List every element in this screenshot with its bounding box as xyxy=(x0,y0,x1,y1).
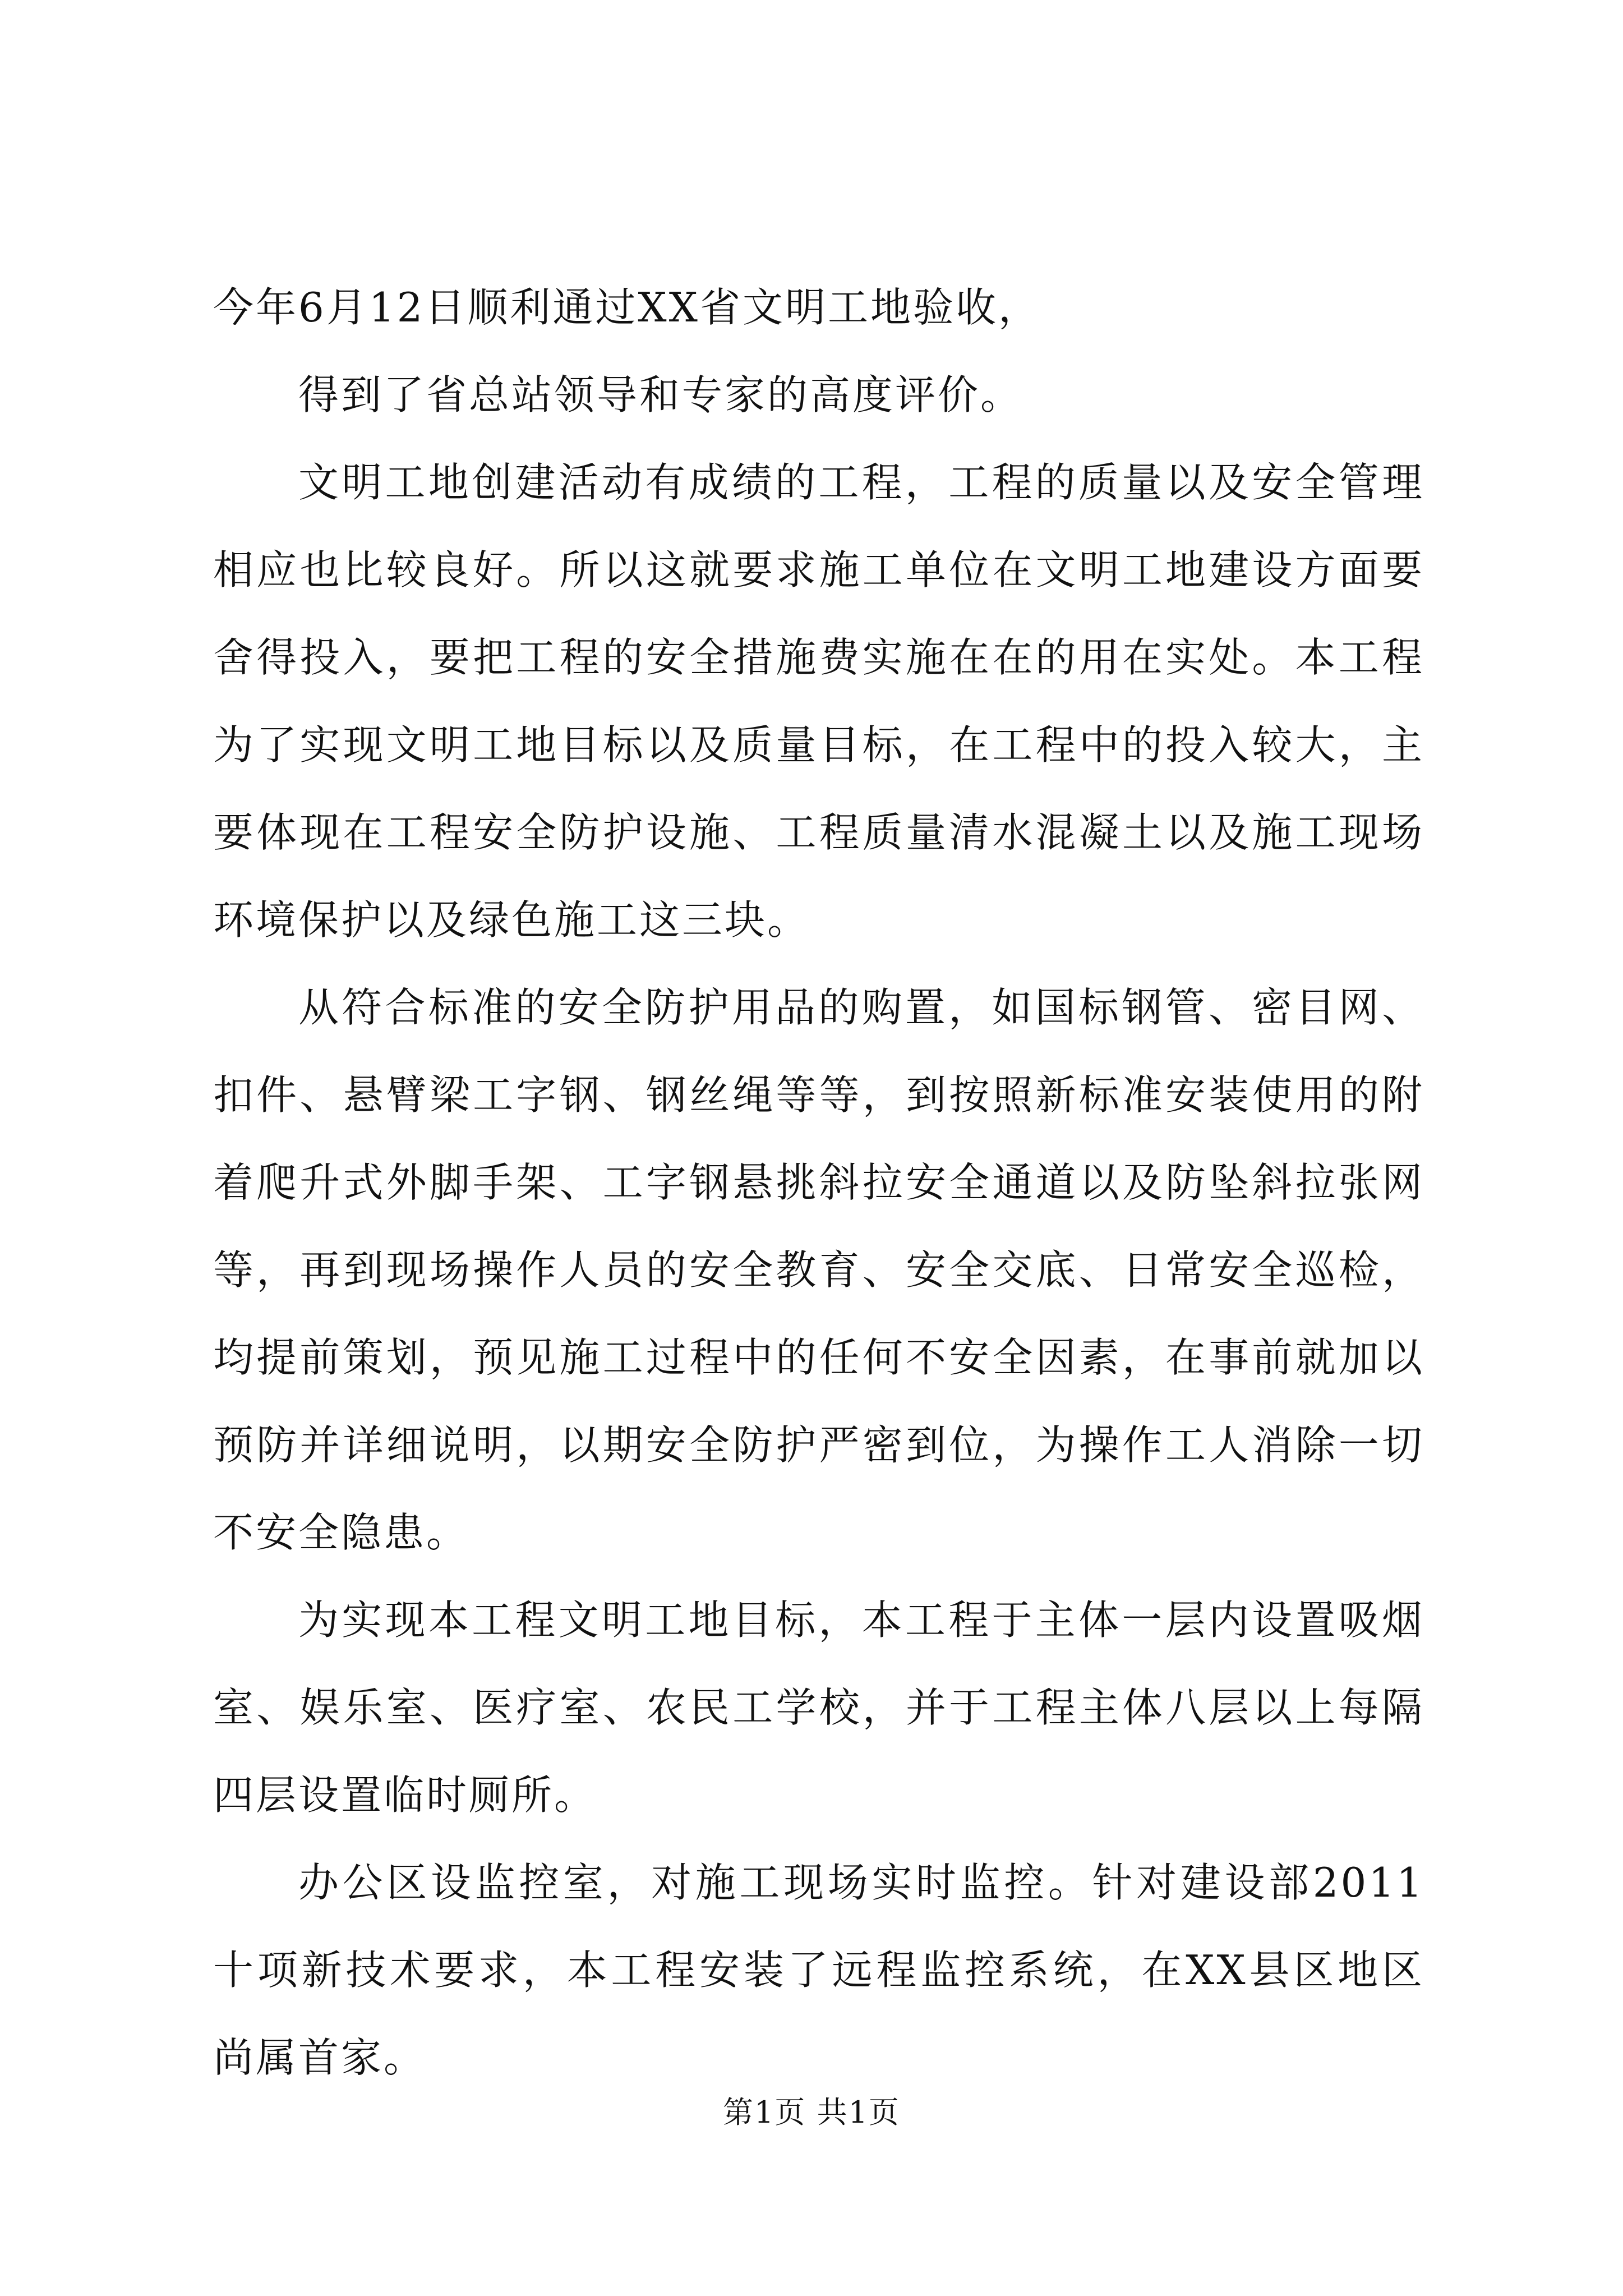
document-body xyxy=(213,264,1424,2101)
paragraph-5: 为实现本工程文明工地目标，本工程于主体一层内设置吸烟室、娱乐室、医疗室、农民工学校，并于工程主体八层以上每隔四层设置临时厕所。 xyxy=(213,1596,1424,1819)
paragraph-4: 从符合标准的安全防护用品的购置，如国标钢管、密目网、扣件、悬臂梁工字钢、钢丝绳等等，到按照新标准安装使用的附着爬升式外脚手架、工字钢悬挑斜拉安全通道以及防坠斜拉张网等，再到现场操作人员的安全教育、安全交底、日常安全巡检，均提前策划，预见施工过程中的任何不安全因素，在事前就加以预防并详细说明，以期安全防护严密到位，为操作工人消除一切不安全隐患。 xyxy=(213,984,1424,1556)
paragraph-2: 得到了省总站领导和专家的高度评价。 xyxy=(298,371,1023,418)
paragraph-3: 文明工地创建活动有成绩的工程，工程的质量以及安全管理相应也比较良好。所以这就要求施工单位在文明工地建设方面要舍得投入，要把工程的安全措施费实施在在的用在实处。本工程为了实现文明工地目标以及质量目标，在工程中的投入较大，主要体现在工程安全防护设施、工程质量清水混凝土以及施工现场环境保护以及绿色施工这三块。 xyxy=(213,459,1424,944)
paragraph-1: 今年6月12日顺利通过XX省文明工地验收， xyxy=(213,284,1041,331)
page-footer: 第1页 共1页 xyxy=(723,2095,900,2130)
paragraph-6: 办公区设监控室，对施工现场实时监控。针对建设部2011十项新技术要求，本工程安装了远程监控系统，在XX县区地区尚属首家。 xyxy=(213,1859,1424,2081)
